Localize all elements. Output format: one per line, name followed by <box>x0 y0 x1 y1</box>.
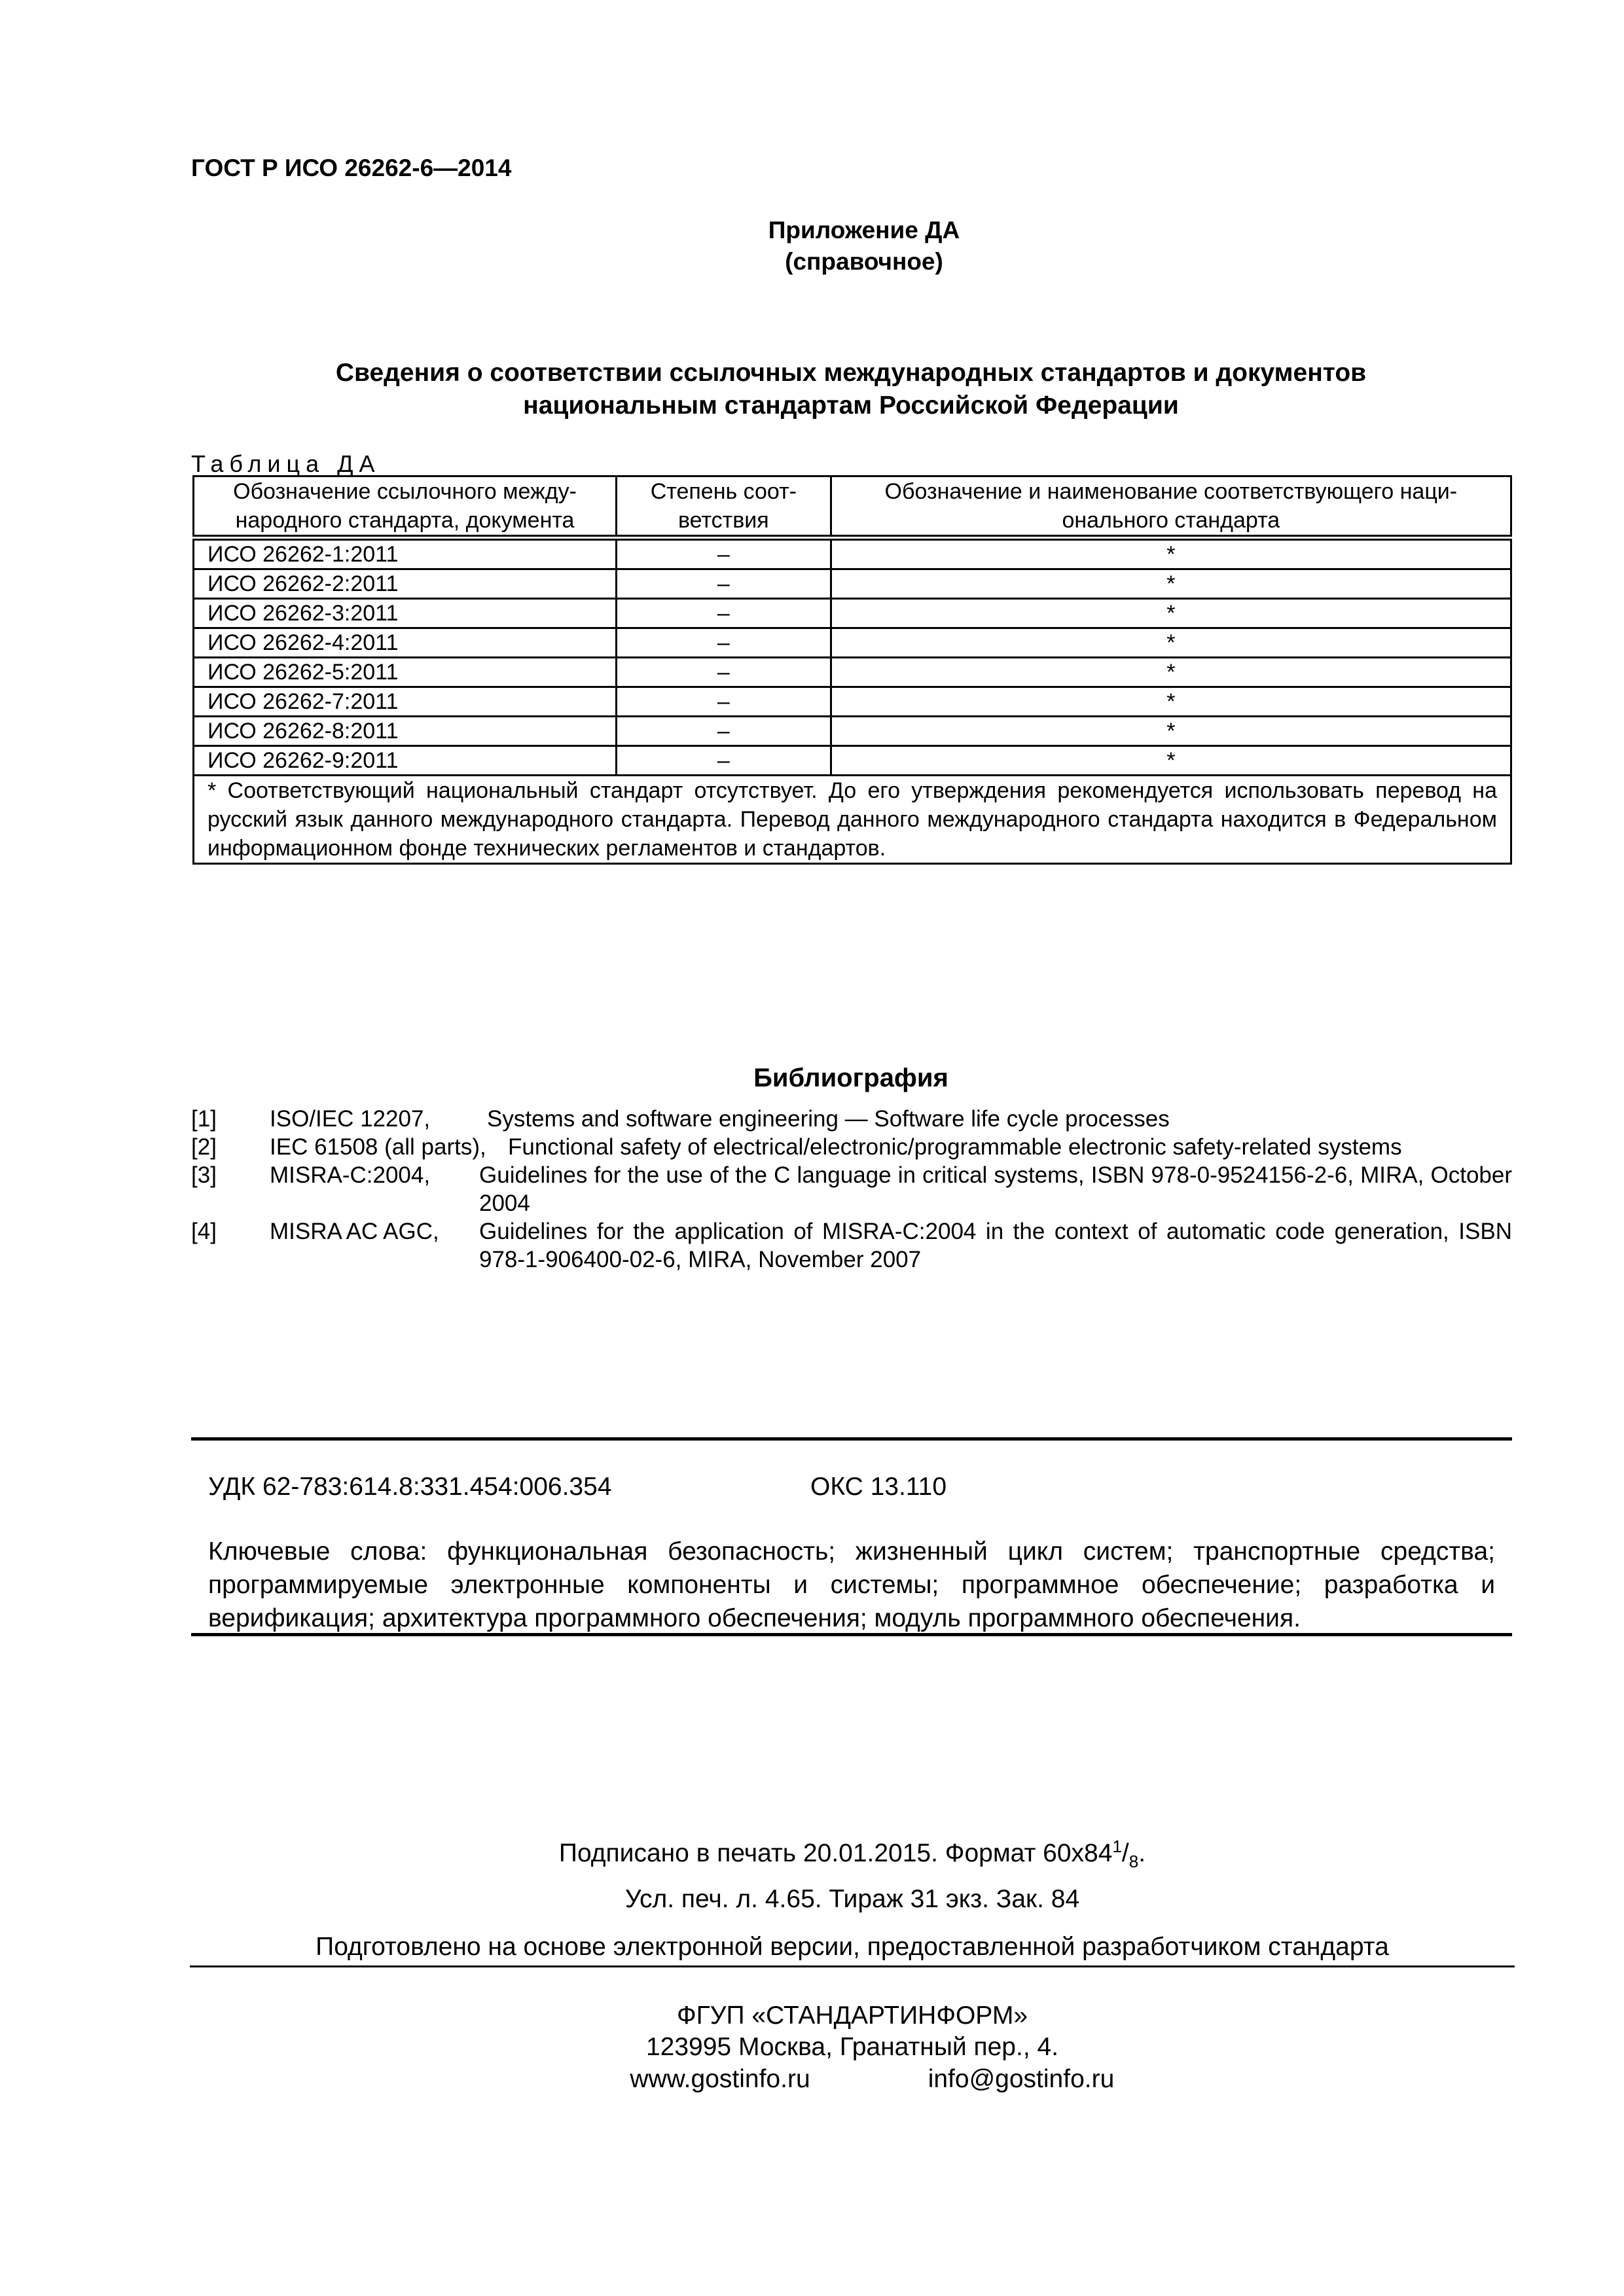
table-row <box>194 599 1511 628</box>
table-header-row <box>194 476 1511 538</box>
oks-code: ОКС 13.110 <box>810 1473 947 1501</box>
cell-degree: – <box>617 569 831 599</box>
annex-title: Приложение ДА <box>768 217 960 243</box>
cell-designation: ИСО 26262-5:2011 <box>194 658 617 687</box>
cell-degree: – <box>617 658 831 687</box>
divider-bottom <box>191 1633 1512 1636</box>
bibliography-number: [3] <box>191 1162 217 1188</box>
header-degree-line-1: Степень соот- <box>650 479 797 504</box>
format-sub: 8 <box>1128 1851 1139 1871</box>
table-row <box>194 538 1511 569</box>
header-designation-line-2: народного стандарта, документа <box>235 508 575 533</box>
header-designation-line-1: Обозначение ссылочного между- <box>233 479 577 504</box>
bibliography-code: IEC 61508 (all parts), <box>270 1134 486 1160</box>
publisher-name: ФГУП «СТАНДАРТИНФОРМ» <box>676 2001 1028 2030</box>
cell-degree: – <box>617 538 831 569</box>
header-degree-line-2: ветствия <box>678 508 769 533</box>
bibliography-description: Systems and software engineering — Software life cycle processes <box>487 1106 1170 1132</box>
imprint-signed-end: . <box>1138 1839 1146 1867</box>
bibliography-code: MISRA-C:2004, <box>270 1162 431 1188</box>
table-caption: Таблица ДА <box>191 450 381 477</box>
publisher-website[interactable]: www.gostinfo.ru <box>630 2065 810 2093</box>
table-row <box>194 569 1511 599</box>
bibliography-code: MISRA AC AGC, <box>270 1219 439 1244</box>
cell-degree: – <box>617 746 831 776</box>
section-title <box>191 357 1511 422</box>
cell-designation: ИСО 26262-3:2011 <box>194 599 617 628</box>
cell-designation: ИСО 26262-4:2011 <box>194 628 617 658</box>
header-degree <box>617 476 831 538</box>
header-designation <box>194 476 617 538</box>
bibliography-description: Guidelines for the use of the C language in critical systems, ISBN 978-0-9524156-2-6, MIRA, October 2004 <box>479 1162 1512 1216</box>
cell-national: * <box>831 569 1511 599</box>
publisher-address: 123995 Москва, Гранатный пер., 4. <box>645 2033 1059 2061</box>
cell-national: * <box>831 628 1511 658</box>
cell-degree: – <box>617 717 831 746</box>
table-note: * Соответствующий национальный стандарт отсутствует. До его утверждения рекомендуется использовать перевод на русский язык данного международного стандарта. Перевод данного международного стандарта находится в Федеральном информационном фонде технических регламентов и стандартов. <box>194 776 1511 864</box>
header-national-line-1: Обозначение и наименование соответствующего наци- <box>884 479 1458 504</box>
imprint-print-info: Усл. печ. л. 4.65. Тираж 31 экз. Зак. 84 <box>624 1885 1080 1913</box>
bibliography-number: [4] <box>191 1219 217 1244</box>
publisher-email[interactable]: info@gostinfo.ru <box>928 2065 1115 2093</box>
imprint-divider <box>190 1965 1515 1967</box>
header-national <box>831 476 1511 538</box>
bibliography-description: Functional safety of electrical/electronic/programmable electronic safety-related systems <box>508 1134 1402 1160</box>
cell-designation: ИСО 26262-7:2011 <box>194 687 617 717</box>
table-note-row <box>194 776 1511 864</box>
bibliography-code: ISO/IEC 12207, <box>270 1106 431 1132</box>
divider-top <box>191 1437 1512 1441</box>
udk-code: УДК 62-783:614.8:331.454:006.354 <box>208 1473 612 1501</box>
cell-national: * <box>831 746 1511 776</box>
bibliography-title: Библиография <box>753 1064 948 1092</box>
cell-designation: ИСО 26262-1:2011 <box>194 538 617 569</box>
bibliography-number: [1] <box>191 1106 217 1132</box>
cell-national: * <box>831 538 1511 569</box>
bibliography-number: [2] <box>191 1134 217 1160</box>
document-code: ГОСТ Р ИСО 26262-6—2014 <box>191 154 512 181</box>
cell-national: * <box>831 687 1511 717</box>
cell-designation: ИСО 26262-2:2011 <box>194 569 617 599</box>
table-row <box>194 628 1511 658</box>
table-row <box>194 746 1511 776</box>
header-national-line-2: онального стандарта <box>1062 508 1280 533</box>
format-sup: 1 <box>1112 1837 1122 1856</box>
annex-subtitle: (справочное) <box>785 248 943 275</box>
imprint-signed: Подписано в печать 20.01.2015. Формат $60x84^1/_8$. <box>558 1837 1146 1871</box>
bibliography-description: Guidelines for the application of MISRA-C:2004 in the context of automatic code generation, ISBN 978-1-906400-02-6, MIRA, November 2007 <box>479 1219 1512 1272</box>
imprint-prepared: Подготовлено на основе электронной версии, предоставленной разработчиком стандарта <box>316 1933 1389 1961</box>
annex-heading <box>681 215 1047 278</box>
cell-national: * <box>831 658 1511 687</box>
cell-national: * <box>831 717 1511 746</box>
cell-national: * <box>831 599 1511 628</box>
imprint-signed-text: Подписано в печать 20.01.2015. Формат 60x84 <box>558 1839 1113 1867</box>
section-title-line-2: национальным стандартам Российской Федерации <box>523 391 1179 420</box>
table-row <box>194 687 1511 717</box>
cell-degree: – <box>617 628 831 658</box>
cell-degree: – <box>617 599 831 628</box>
table-row <box>194 658 1511 687</box>
cell-degree: – <box>617 687 831 717</box>
correspondence-table <box>192 475 1512 865</box>
table-row <box>194 717 1511 746</box>
keywords: Ключевые слова: функциональная безопасность; жизненный цикл систем; транспортные средства; программируемые электронные компоненты и системы; программное обеспечение; разработка и верификация; архитектура программного обеспечения; модуль программного обеспечения. <box>208 1537 1495 1632</box>
section-title-line-1: Сведения о соответствии ссылочных международных стандартов и документов <box>335 359 1367 387</box>
cell-designation: ИСО 26262-8:2011 <box>194 717 617 746</box>
cell-designation: ИСО 26262-9:2011 <box>194 746 617 776</box>
